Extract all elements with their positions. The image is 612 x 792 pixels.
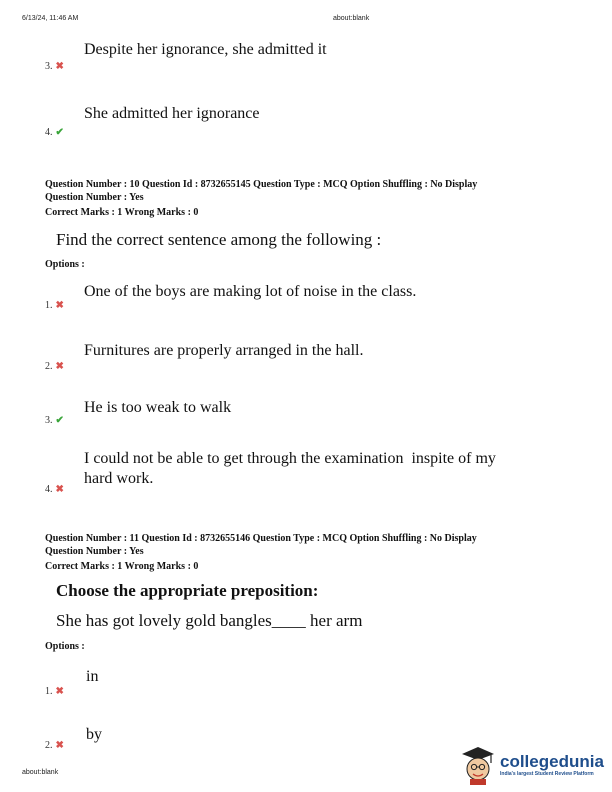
q11-meta-line1: Question Number : 11 Question Id : 8732655146 Question Type : MCQ Option Shuffling : No Display [45, 533, 477, 544]
wrong-mark-icon: ✖ [55, 360, 64, 372]
q9-option-3-text: Despite her ignorance, she admitted it [84, 41, 327, 58]
q10-meta [45, 178, 605, 219]
q9-option-4-number: 4. ✔ [45, 126, 64, 138]
q11-option-1-number: 1. ✖ [45, 685, 64, 697]
q9-option-4-text: She admitted her ignorance [84, 105, 260, 122]
q11-option-1-text: in [86, 668, 99, 685]
q10-options-label: Options : [45, 259, 85, 270]
logo-tagline: India's largest Student Review Platform [500, 771, 594, 777]
wrong-mark-icon: ✖ [55, 483, 64, 495]
logo-name: collegedunia [500, 752, 604, 771]
q11-meta-line3: Correct Marks : 1 Wrong Marks : 0 [45, 561, 199, 572]
q10-option-1-text: One of the boys are making lot of noise in the class. [84, 283, 417, 300]
q10-option-3-text: He is too weak to walk [84, 399, 232, 416]
q11-option-2-text: by [86, 726, 102, 743]
wrong-mark-icon: ✖ [55, 739, 64, 751]
print-datetime: 6/13/24, 11:46 AM [22, 15, 79, 22]
wrong-mark-icon: ✖ [55, 299, 64, 311]
q10-option-4-line1: I could not be able to get through the examination inspite of my [84, 450, 496, 467]
q10-meta-line1: Question Number : 10 Question Id : 8732655145 Question Type : MCQ Option Shuffling : No Display [45, 179, 478, 190]
print-footer-url: about:blank [22, 769, 59, 776]
q10-option-2-text: Furnitures are properly arranged in the hall. [84, 342, 364, 359]
q11-meta [45, 532, 605, 573]
correct-mark-icon: ✔ [55, 414, 64, 426]
q11-option-2-number: 2. ✖ [45, 739, 64, 751]
q10-option-4-number: 4. ✖ [45, 483, 64, 495]
q10-option-4-text [84, 449, 584, 489]
q10-option-3-number: 3. ✔ [45, 414, 64, 426]
wrong-mark-icon: ✖ [55, 685, 64, 697]
graduate-mascot-icon [460, 745, 496, 785]
q11-question-text: She has got lovely gold bangles____ her arm [56, 611, 363, 630]
collegedunia-logo [460, 745, 604, 785]
wrong-mark-icon: ✖ [55, 60, 64, 72]
q10-option-2-number: 2. ✖ [45, 360, 64, 372]
q11-instruction: Choose the appropriate preposition: [56, 581, 319, 600]
q10-option-4-line2: hard work. [84, 470, 154, 487]
q10-option-1-number: 1. ✖ [45, 299, 64, 311]
q11-meta-line2: Question Number : Yes [45, 546, 144, 557]
q11-options-label: Options : [45, 641, 85, 652]
q10-question-text: Find the correct sentence among the following : [56, 230, 382, 249]
q10-meta-line3: Correct Marks : 1 Wrong Marks : 0 [45, 207, 199, 218]
correct-mark-icon: ✔ [55, 126, 64, 138]
q9-option-3-number: 3. ✖ [45, 60, 64, 72]
print-page-title: about:blank [333, 15, 370, 22]
q10-meta-line2: Question Number : Yes [45, 192, 144, 203]
